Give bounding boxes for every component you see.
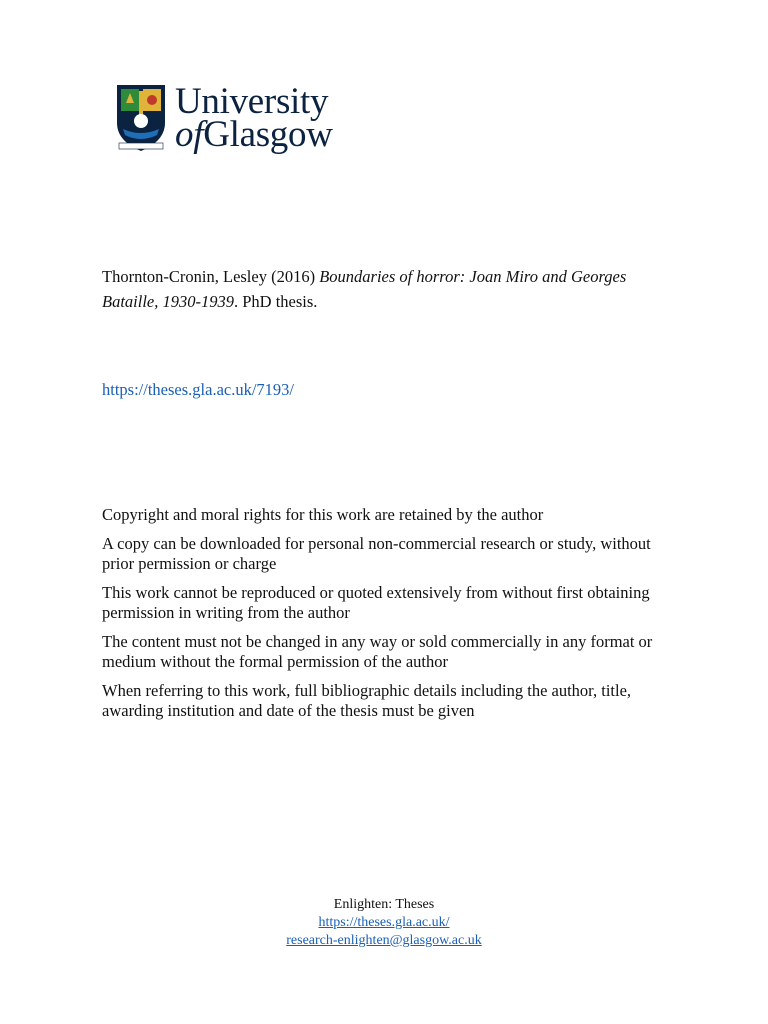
- university-logo: [113, 83, 353, 155]
- thesis-record-link[interactable]: https://theses.gla.ac.uk/7193/: [102, 380, 295, 399]
- rights-statements: [102, 505, 672, 730]
- citation-suffix: . PhD thesis.: [233, 292, 318, 311]
- rights-statement: The content must not be changed in any way or sold commercially in any format or medium without the formal permission of the author: [102, 631, 653, 671]
- citation: [102, 264, 662, 314]
- footer-repository-link[interactable]: https://theses.gla.ac.uk/: [318, 915, 450, 930]
- rights-statement: Copyright and moral rights for this work are retained by the author: [102, 505, 544, 524]
- logo-wordmark-of: of: [175, 114, 204, 155]
- footer: [0, 896, 768, 950]
- footer-repository-name: Enlighten: Theses: [333, 897, 435, 912]
- university-crest-icon: [113, 83, 169, 153]
- logo-wordmark-glasgow: Glasgow: [203, 114, 333, 155]
- rights-statement: When referring to this work, full bibliographic details including the author, title, awarding institution and date of the thesis must be given: [102, 680, 632, 720]
- citation-author-year: Thornton-Cronin, Lesley (2016): [102, 267, 320, 286]
- footer-email-link[interactable]: research-enlighten@glasgow.ac.uk: [286, 933, 482, 948]
- citation-title: Boundaries of horror: Joan Miro and Georges Bataille, 1930-1939: [102, 267, 627, 311]
- logo-wordmark-line1: University: [175, 81, 329, 122]
- rights-statement: A copy can be downloaded for personal non-commercial research or study, without prior permission or charge: [102, 533, 651, 573]
- rights-statement: This work cannot be reproduced or quoted extensively from without first obtaining permission in writing from the author: [102, 582, 650, 622]
- logo-wordmark-line2: [175, 116, 333, 153]
